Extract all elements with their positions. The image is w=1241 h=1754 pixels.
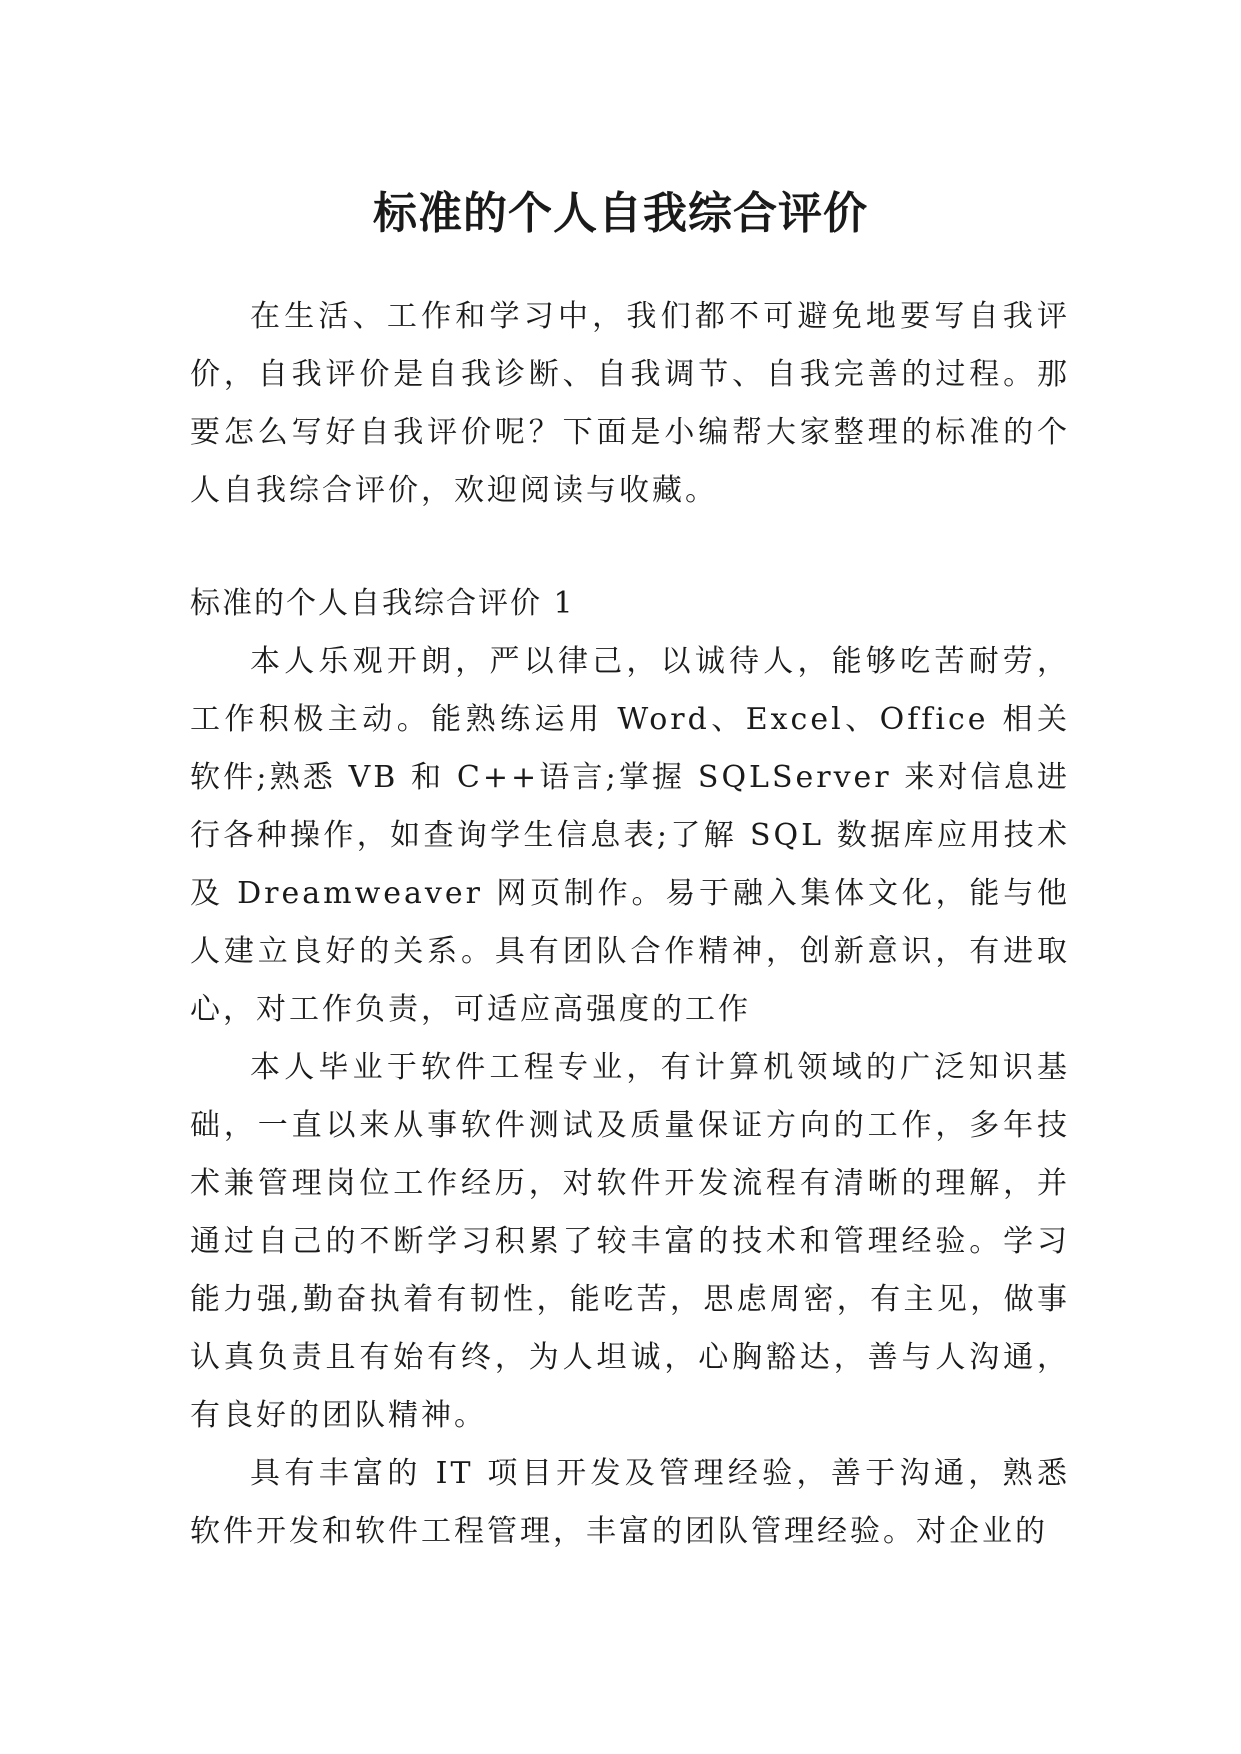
body-paragraph: 本人毕业于软件工程专业，有计算机领域的广泛知识基础，一直以来从事软件测试及质量保证方向的工作，多年技术兼管理岗位工作经历，对软件开发流程有清晰的理解，并通过自己的不断学习积累了较丰富的技术和管理经验。学习能力强,勤奋执着有韧性，能吃苦，思虑周密，有主见，做事认真负责且有始有终，为人坦诚，心胸豁达，善与人沟通，有良好的团队精神。 bbox=[190, 1050, 1070, 1433]
document-title: 标准的个人自我综合评价 bbox=[373, 188, 868, 240]
body-paragraph: 具有丰富的 IT 项目开发及管理经验，善于沟通，熟悉软件开发和软件工程管理，丰富的团队管理经验。对企业的 bbox=[190, 1456, 1070, 1549]
body-paragraph: 本人乐观开朗，严以律己，以诚待人，能够吃苦耐劳，工作积极主动。能熟练运用 Word、Excel、Office 相关软件;熟悉 VB 和 C++语言;掌握 SQLServer 来对信息进行各种操作，如查询学生信息表;了解 SQL 数据库应用技术及 Dreamweaver 网页制作。易于融入集体文化，能与他人建立良好的关系。具有团队合作精神，创新意识，有进取心，对工作负责，可适应高强度的工作 bbox=[190, 644, 1070, 1027]
section-heading: 标准的个人自我综合评价 1 bbox=[190, 586, 575, 621]
intro-paragraph: 在生活、工作和学习中，我们都不可避免地要写自我评价，自我评价是自我诊断、自我调节、自我完善的过程。那要怎么写好自我评价呢？下面是小编帮大家整理的标准的个人自我综合评价，欢迎阅读与收藏。 bbox=[190, 299, 1070, 508]
section-body bbox=[190, 633, 1070, 1561]
